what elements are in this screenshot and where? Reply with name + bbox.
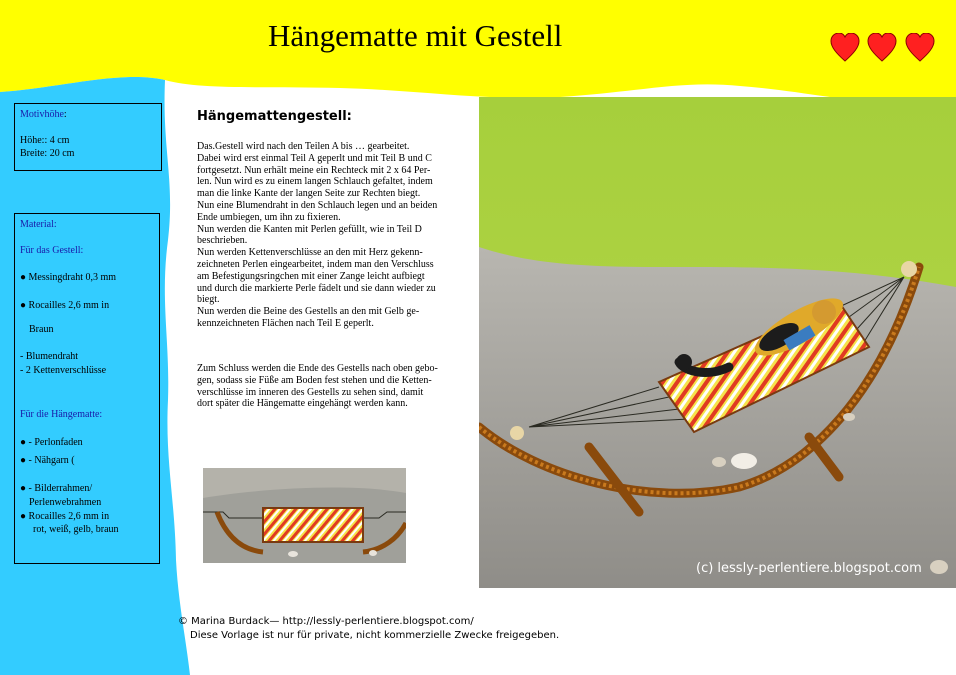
hammock-thumbnail (203, 468, 406, 563)
hammock-photo (479, 97, 956, 588)
footer-copyright: © Marina Burdack— http://lessly-perlentiere.blogspot.com/ (178, 616, 474, 627)
material-item: ● - Nähgarn ( (20, 455, 75, 466)
instruction-line: beschrieben. (197, 235, 248, 247)
motif-heading-text: Motivhöhe (20, 109, 64, 120)
hearts-group (830, 33, 938, 63)
material-box (14, 213, 160, 564)
page-title: Hängematte mit Gestell (268, 18, 563, 53)
frame-heading: Für das Gestell: (20, 245, 84, 256)
heart-icon (831, 33, 859, 61)
instruction-line: Ende umbiegen, um ihn zu fixieren. (197, 211, 341, 223)
photo-watermark: (c) lessly-perlentiere.blogspot.com (696, 561, 922, 576)
instruction-line: gen, sodass sie Füße am Boden fest stehen und die Ketten- (197, 374, 432, 386)
instruction-line: zeichneten Perlen eingearbeitet, indem man den Verschluss (197, 259, 434, 270)
motif-height-value: Höhe:: 4 cm (20, 135, 70, 146)
material-item: ● Rocailles 2,6 mm in (20, 511, 110, 522)
material-item: rot, weiß, gelb, braun (33, 524, 119, 535)
footer-license: Diese Vorlage ist nur für private, nicht kommerzielle Zwecke freigegeben. (190, 630, 560, 641)
instruction-line: Nun werden die Kanten mit Perlen gefüllt, wie in Teil D (197, 223, 422, 235)
instruction-line: Nun werden die Beine des Gestells an den mit Gelb ge- (197, 306, 420, 318)
instruction-line: biegt. (197, 294, 220, 306)
instruction-line: dort später die Hängematte eingehängt werden kann. (197, 398, 408, 410)
instruction-line: len. Nun wird es zu einem langen Schlauch gefaltet, indem (197, 176, 433, 188)
instruction-line: Dabei wird erst einmal Teil A geperlt und mit Teil B und C (197, 152, 432, 164)
instruction-line: man die linke Kante der langen Seite zur Rechten biegt. (197, 188, 421, 200)
material-item: ● Rocailles 2,6 mm in (20, 300, 110, 311)
material-item: ● - Perlonfaden (20, 437, 83, 448)
instruction-line: fortgesetzt. Nun erhält meine ein Rechteck mit 2 x 64 Per- (197, 164, 431, 176)
material-item: ● - Bilderrahmen/ (20, 483, 93, 494)
instruction-line: Nun eine Blumendraht in den Schlauch legen und an beiden (197, 200, 438, 211)
material-item: ● Messingdraht 0,3 mm (20, 272, 117, 283)
material-item: - 2 Kettenverschlüsse (20, 365, 107, 376)
instruction-line: kennzeichneten Flächen nach Teil E geperlt. (197, 318, 374, 329)
material-item: Braun (29, 324, 54, 335)
material-item: - Blumendraht (20, 351, 79, 362)
instruction-line: verschlüsse im inneren des Gestells zu sehen sind, damit (197, 386, 424, 398)
motif-height-box (14, 103, 162, 171)
hammock-heading: Für die Hängematte: (20, 409, 103, 420)
instruction-line: Zum Schluss werden die Ende des Gestells nach oben gebo- (197, 363, 438, 374)
material-item: Perlenwebrahmen (29, 497, 102, 508)
motif-heading-colon: : (63, 109, 67, 120)
instruction-line: und durch die markierte Perle fädelt und sie dann wieder zu (197, 282, 436, 294)
instruction-line: Das.Gestell wird nach den Teilen A bis … gearbeitet. (197, 141, 410, 152)
heart-icon (868, 33, 896, 61)
instructions-heading: Hängemattengestell: (197, 109, 352, 124)
instruction-line: Nun werden Kettenverschlüsse an den mit Herz gekenn- (197, 247, 423, 259)
instruction-line: am Befestigungsringchen mit einer Zange leicht aufbiegt (197, 270, 425, 282)
material-heading: Material: (20, 219, 57, 230)
motif-heading (20, 109, 67, 121)
motif-width-value: Breite: 20 cm (20, 148, 75, 159)
heart-icon (906, 33, 934, 61)
